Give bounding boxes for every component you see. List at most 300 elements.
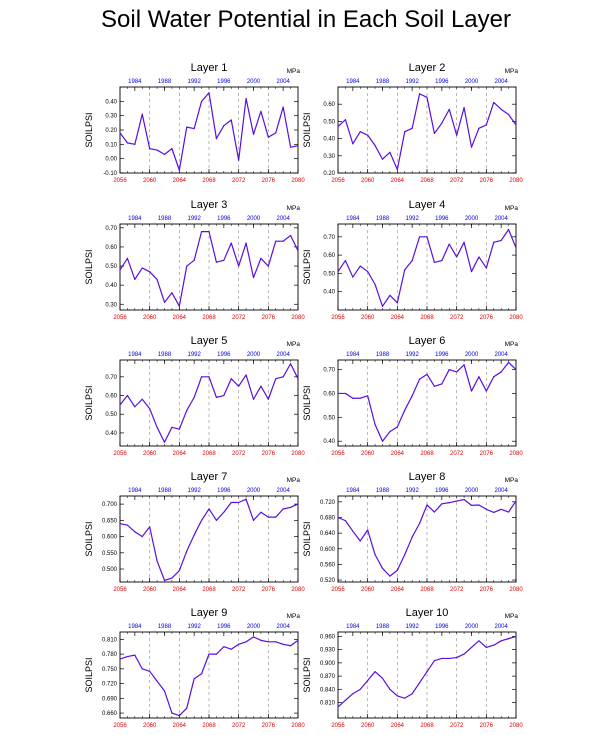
x-tick-label-bottom: 2072 (449, 587, 464, 593)
y-axis-label: SOILPSI (84, 385, 94, 421)
data-point (245, 243, 246, 244)
y-tick-label: 0.650 (101, 518, 117, 525)
data-point (290, 507, 291, 508)
data-point (397, 169, 398, 170)
data-point (374, 145, 375, 146)
y-tick-label: 0.660 (101, 711, 117, 718)
data-point (156, 560, 157, 561)
data-point (478, 376, 479, 377)
x-tick-label-bottom: 2056 (331, 451, 345, 457)
data-point (501, 640, 502, 641)
data-point (164, 302, 165, 303)
data-point (275, 516, 276, 517)
data-point (164, 154, 165, 155)
x-tick-label-top: 2000 (246, 79, 261, 85)
data-point (441, 123, 442, 124)
data-point (260, 111, 261, 112)
layer-9-panel (84, 607, 305, 729)
x-tick-label-bottom: 2068 (202, 723, 216, 729)
y-tick-label: 0.600 (101, 534, 117, 541)
data-point (253, 134, 254, 135)
data-point (463, 499, 464, 500)
x-tick-label-bottom: 2072 (231, 178, 246, 184)
panel-title: Layer 9 (190, 607, 228, 619)
x-tick-label-bottom: 2080 (509, 451, 523, 457)
x-tick-label-bottom: 2076 (479, 315, 494, 321)
data-point (478, 256, 479, 257)
y-tick-label: 0.870 (319, 674, 335, 681)
x-tick-label-top: 2000 (464, 79, 479, 85)
x-tick-label-top: 1984 (128, 352, 142, 358)
data-point (142, 399, 143, 400)
x-tick-label-bottom: 2056 (113, 451, 127, 457)
data-point (290, 235, 291, 236)
data-point (412, 536, 413, 537)
data-point (186, 410, 187, 411)
data-point (360, 540, 361, 541)
data-point (412, 260, 413, 261)
data-point (382, 441, 383, 442)
y-tick-label: 0.60 (105, 244, 117, 251)
data-point (426, 671, 427, 672)
y-axis-label: SOILPSI (302, 112, 312, 148)
data-point (201, 520, 202, 521)
data-point (216, 262, 217, 263)
unit-label: MPa (504, 68, 518, 75)
y-tick-label: 0.560 (319, 562, 335, 569)
data-point (426, 97, 427, 98)
x-tick-label-bottom: 2072 (231, 587, 246, 593)
x-tick-label-bottom: 2060 (360, 723, 375, 729)
data-point (397, 695, 398, 696)
data-point (194, 260, 195, 261)
x-tick-label-top: 2000 (464, 352, 479, 358)
panel-title: Layer 3 (190, 199, 228, 211)
data-point (367, 271, 368, 272)
data-point (223, 125, 224, 126)
data-point (471, 390, 472, 391)
x-tick-label-top: 1992 (405, 79, 419, 85)
data-point (434, 386, 435, 387)
data-point (412, 128, 413, 129)
data-point (119, 269, 120, 270)
data-point (297, 145, 298, 146)
data-point (231, 502, 232, 503)
panel-title: Layer 8 (408, 471, 446, 483)
x-tick-label-top: 1996 (435, 352, 449, 358)
data-point (493, 376, 494, 377)
y-tick-label: 0.30 (105, 302, 117, 309)
x-tick-label-bottom: 2060 (142, 451, 157, 457)
data-point (297, 504, 298, 505)
data-point (345, 393, 346, 394)
x-tick-label-bottom: 2064 (172, 315, 187, 321)
data-point (426, 374, 427, 375)
data-point (404, 554, 405, 555)
x-tick-label-bottom: 2076 (479, 178, 494, 184)
x-tick-label-top: 1988 (375, 216, 390, 222)
data-point (238, 502, 239, 503)
data-point (486, 267, 487, 268)
figure-title: Soil Water Potential in Each Soil Layer (101, 6, 511, 33)
data-point (179, 570, 180, 571)
x-tick-label-top: 1992 (187, 216, 201, 222)
x-tick-label-bottom: 2060 (142, 315, 157, 321)
data-point (260, 386, 261, 387)
data-point (238, 265, 239, 266)
data-point (275, 378, 276, 379)
y-tick-label: 0.780 (101, 652, 117, 659)
data-point (367, 135, 368, 136)
data-point (268, 516, 269, 517)
data-point (164, 442, 165, 443)
x-tick-label-top: 2000 (246, 352, 261, 358)
data-point (463, 242, 464, 243)
data-point (486, 390, 487, 391)
data-point (134, 279, 135, 280)
data-point (508, 229, 509, 230)
data-point (501, 371, 502, 372)
x-tick-label-bottom: 2072 (449, 451, 464, 457)
data-point (478, 640, 479, 641)
y-tick-label: 0.500 (101, 567, 117, 574)
x-tick-label-bottom: 2064 (390, 587, 405, 593)
data-point (216, 654, 217, 655)
x-tick-label-bottom: 2064 (172, 723, 187, 729)
y-axis-label: SOILPSI (84, 249, 94, 285)
y-axis-label: SOILPSI (84, 521, 94, 557)
x-tick-label-bottom: 2060 (142, 587, 157, 593)
x-tick-label-bottom: 2068 (420, 178, 434, 184)
x-tick-label-bottom: 2076 (261, 315, 276, 321)
data-point (382, 306, 383, 307)
data-point (486, 509, 487, 510)
x-tick-label-top: 1992 (187, 624, 201, 630)
data-point (216, 520, 217, 521)
data-point (463, 107, 464, 108)
y-tick-label: 0.60 (105, 393, 117, 400)
data-point (208, 376, 209, 377)
x-tick-label-bottom: 2056 (113, 315, 127, 321)
x-tick-label-bottom: 2076 (261, 451, 276, 457)
data-point (283, 376, 284, 377)
data-point (164, 690, 165, 691)
data-point (238, 644, 239, 645)
data-point (404, 698, 405, 699)
data-point (223, 395, 224, 396)
data-point (179, 306, 180, 307)
data-point (268, 399, 269, 400)
data-point (404, 269, 405, 270)
y-tick-label: 0.30 (323, 153, 335, 160)
data-point (360, 131, 361, 132)
data-point (127, 258, 128, 259)
data-point (337, 393, 338, 394)
data-point (156, 149, 157, 150)
layer-10-panel (302, 607, 523, 729)
data-point (441, 503, 442, 504)
y-tick-label: 0.50 (323, 119, 335, 126)
data-point (171, 148, 172, 149)
x-tick-label-bottom: 2072 (231, 315, 246, 321)
x-tick-label-bottom: 2072 (449, 315, 464, 321)
x-tick-label-top: 1988 (375, 79, 390, 85)
data-point (201, 673, 202, 674)
data-point (456, 657, 457, 658)
x-tick-label-top: 2004 (276, 216, 290, 222)
x-tick-label-bottom: 2064 (172, 451, 187, 457)
data-point (389, 295, 390, 296)
data-point (434, 133, 435, 134)
x-tick-label-bottom: 2080 (509, 587, 523, 593)
data-point (367, 680, 368, 681)
data-point (389, 431, 390, 432)
x-tick-label-bottom: 2056 (331, 315, 345, 321)
data-point (260, 512, 261, 513)
y-axis-label: SOILPSI (302, 249, 312, 285)
data-point (412, 693, 413, 694)
x-tick-label-top: 2000 (246, 216, 261, 222)
x-tick-label-bottom: 2060 (360, 315, 375, 321)
data-point (352, 143, 353, 144)
y-tick-label: 0.20 (105, 128, 117, 134)
data-point (268, 265, 269, 266)
x-tick-label-top: 2004 (494, 352, 508, 358)
x-tick-label-bottom: 2068 (420, 315, 434, 321)
data-point (419, 379, 420, 380)
data-point (297, 378, 298, 379)
data-point (419, 523, 420, 524)
x-tick-label-top: 1992 (187, 79, 201, 85)
y-tick-label: 0.60 (323, 391, 335, 398)
data-point (179, 429, 180, 430)
y-tick-label: 0.600 (319, 546, 335, 553)
x-tick-label-bottom: 2064 (390, 451, 405, 457)
y-tick-label: 0.750 (101, 666, 117, 673)
data-point (337, 271, 338, 272)
data-point (231, 243, 232, 244)
data-point (493, 512, 494, 513)
data-point (352, 531, 353, 532)
x-tick-label-bottom: 2060 (142, 178, 157, 184)
x-tick-label-top: 1996 (217, 79, 231, 85)
y-axis-label: SOILPSI (84, 112, 94, 148)
x-tick-label-bottom: 2076 (261, 723, 276, 729)
data-point (134, 531, 135, 532)
data-point (419, 682, 420, 683)
y-tick-label: 0.840 (319, 687, 335, 694)
y-axis-label: SOILPSI (302, 657, 312, 693)
data-point (149, 671, 150, 672)
data-point (508, 638, 509, 639)
data-point (260, 640, 261, 641)
data-point (360, 265, 361, 266)
data-point (179, 715, 180, 716)
data-point (397, 302, 398, 303)
data-point (345, 119, 346, 120)
x-tick-label-bottom: 2080 (291, 178, 305, 184)
y-tick-label: 0.550 (101, 550, 117, 557)
data-point (471, 147, 472, 148)
panel-title: Layer 7 (190, 471, 228, 483)
x-tick-label-bottom: 2060 (142, 723, 157, 729)
data-point (208, 231, 209, 232)
data-point (208, 508, 209, 509)
data-point (142, 267, 143, 268)
x-tick-label-bottom: 2080 (509, 178, 523, 184)
y-tick-label: 0.810 (319, 700, 335, 707)
data-point (456, 256, 457, 257)
data-point (194, 397, 195, 398)
x-tick-label-top: 1988 (157, 352, 172, 358)
panel-title: Layer 1 (190, 62, 228, 74)
x-tick-label-bottom: 2056 (113, 587, 127, 593)
data-point (194, 534, 195, 535)
x-tick-label-bottom: 2076 (261, 587, 276, 593)
y-tick-label: 0.40 (105, 430, 117, 437)
data-point (456, 371, 457, 372)
x-tick-label-bottom: 2068 (202, 315, 216, 321)
data-point (397, 570, 398, 571)
data-point (345, 520, 346, 521)
data-point (389, 689, 390, 690)
data-point (253, 399, 254, 400)
x-tick-label-bottom: 2080 (509, 315, 523, 321)
x-tick-label-bottom: 2080 (291, 451, 305, 457)
x-tick-label-top: 1988 (157, 216, 172, 222)
x-tick-label-top: 1996 (217, 216, 231, 222)
data-point (449, 502, 450, 503)
unit-label: MPa (286, 341, 300, 348)
x-tick-label-top: 1996 (217, 488, 231, 494)
x-tick-label-top: 1988 (375, 624, 390, 630)
data-point (441, 383, 442, 384)
data-point (449, 109, 450, 110)
data-point (471, 505, 472, 506)
data-point (260, 258, 261, 259)
data-point (449, 658, 450, 659)
data-point (201, 376, 202, 377)
data-point (283, 644, 284, 645)
x-tick-label-bottom: 2068 (202, 451, 216, 457)
x-tick-label-top: 2004 (494, 624, 508, 630)
y-tick-label: 0.810 (101, 637, 117, 644)
data-point (208, 654, 209, 655)
data-point (275, 132, 276, 133)
x-tick-label-bottom: 2068 (420, 451, 434, 457)
x-tick-label-top: 1996 (435, 624, 449, 630)
x-tick-label-top: 1996 (435, 216, 449, 222)
data-point (382, 159, 383, 160)
y-tick-label: 0.50 (105, 264, 117, 271)
data-point (463, 653, 464, 654)
data-point (186, 265, 187, 266)
panel-title: Layer 4 (408, 199, 446, 211)
x-tick-label-bottom: 2064 (172, 587, 187, 593)
data-point (149, 526, 150, 527)
unit-label: MPa (504, 613, 518, 620)
data-point (374, 284, 375, 285)
x-tick-label-top: 1988 (157, 488, 172, 494)
data-point (201, 231, 202, 232)
x-tick-label-top: 1992 (405, 352, 419, 358)
data-point (456, 500, 457, 501)
data-point (253, 636, 254, 637)
x-tick-label-top: 2000 (464, 624, 479, 630)
layer-4-panel (302, 199, 523, 321)
data-point (493, 242, 494, 243)
data-point (419, 93, 420, 94)
panel-title: Layer 10 (405, 607, 449, 619)
data-point (515, 369, 516, 370)
layer-1-panel (84, 62, 305, 184)
x-tick-label-top: 2004 (276, 79, 290, 85)
data-point (231, 649, 232, 650)
x-tick-label-top: 2000 (246, 624, 261, 630)
data-point (463, 364, 464, 365)
data-point (352, 693, 353, 694)
unit-label: MPa (286, 205, 300, 212)
y-axis-label: SOILPSI (84, 657, 94, 693)
x-tick-label-top: 1992 (187, 488, 201, 494)
data-point (245, 374, 246, 375)
x-tick-label-top: 2004 (494, 79, 508, 85)
data-point (134, 654, 135, 655)
x-tick-label-bottom: 2064 (390, 178, 405, 184)
y-tick-label: 0.40 (105, 283, 117, 290)
x-tick-label-bottom: 2068 (202, 587, 216, 593)
x-tick-label-top: 2004 (276, 624, 290, 630)
x-tick-label-top: 1996 (435, 79, 449, 85)
data-point (149, 148, 150, 149)
data-point (404, 131, 405, 132)
data-point (426, 236, 427, 237)
data-point (142, 114, 143, 115)
data-point (275, 641, 276, 642)
x-tick-label-bottom: 2072 (449, 723, 464, 729)
y-tick-label: 0.640 (319, 531, 335, 538)
data-point (134, 406, 135, 407)
data-point (268, 641, 269, 642)
data-point (171, 712, 172, 713)
y-tick-label: 0.50 (323, 271, 335, 278)
data-point (493, 102, 494, 103)
data-point (238, 386, 239, 387)
data-point (149, 271, 150, 272)
data-point (374, 671, 375, 672)
data-point (478, 504, 479, 505)
data-point (127, 525, 128, 526)
x-tick-label-bottom: 2076 (479, 451, 494, 457)
data-point (352, 398, 353, 399)
layer-5-panel (84, 335, 305, 457)
x-tick-label-bottom: 2080 (509, 723, 523, 729)
data-point (283, 508, 284, 509)
data-point (231, 378, 232, 379)
x-tick-label-top: 2004 (276, 352, 290, 358)
unit-label: MPa (504, 205, 518, 212)
data-point (275, 241, 276, 242)
data-point (253, 520, 254, 521)
data-point (290, 147, 291, 148)
x-tick-label-bottom: 2064 (172, 178, 187, 184)
y-axis-label: SOILPSI (302, 385, 312, 421)
y-tick-label: 0.30 (105, 113, 117, 120)
data-point (171, 427, 172, 428)
layer-3-panel (84, 199, 305, 321)
y-tick-label: -0.10 (103, 171, 117, 177)
data-point (119, 523, 120, 524)
